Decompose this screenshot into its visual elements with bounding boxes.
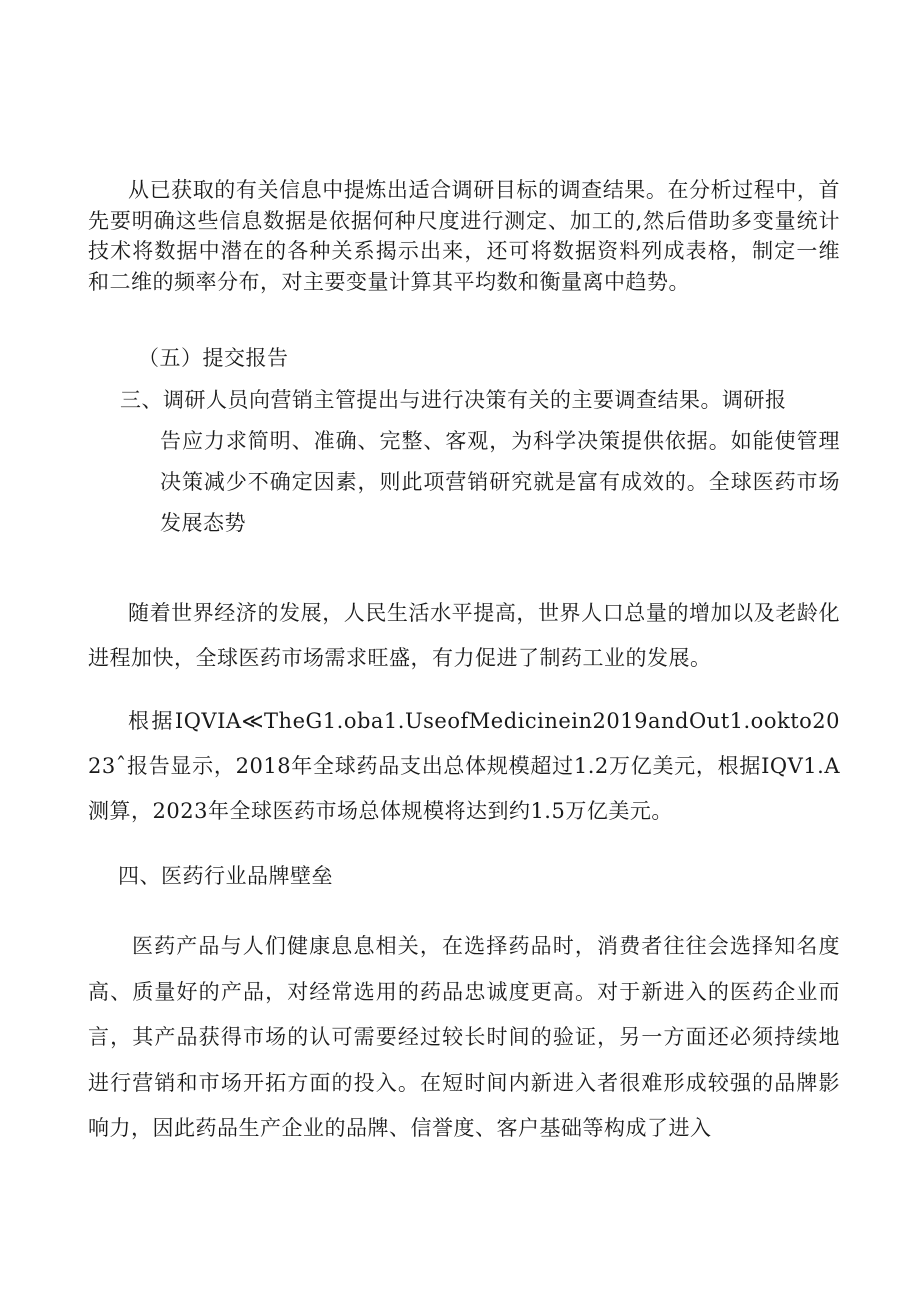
paragraph-brand-barrier: 医药产品与人们健康息息相关，在选择药品时，消费者往往会选择知名度高、质量好的产品，对经常选用的药品忠诚度更高。对于新进入的医药企业而言，其产品获得市场的认可需要经过较长时间的验证，另一方面还必须持续地进行营销和市场开拓方面的投入。在短时间内新进入者很难形成较强的品牌影响力，因此药品生产企业的品牌、信誉度、客户基础等构成了进入 <box>88 934 840 1140</box>
heading-submit-report: （五）提交报告 <box>138 346 289 370</box>
section-three-lead: 三、调研人员向营销主管提出与进行决策有关的主要调查结果。调研报 <box>120 388 787 412</box>
paragraph-market-growth: 随着世界经济的发展，人民生活水平提高，世界人口总量的增加以及老龄化进程加快，全球医药市场需求旺盛，有力促进了制药工业的发展。 <box>88 601 840 670</box>
paragraph-iqvia-report: 根据IQVIA≪TheG1.oba1.UseofMedicinein2019andOut1.ookto2023ˆ报告显示，2018年全球药品支出总体规模超过1.2万亿美元，根据IQV1.A测算，2023年全球医药市场总体规模将达到约1.5万亿美元。 <box>88 709 840 823</box>
paragraph-analysis: 从已获取的有关信息中提炼出适合调研目标的调查结果。在分析过程中，首先要明确这些信息数据是依据何种尺度进行测定、加工的,然后借助多变量统计技术将数据中潜在的各种关系揭示出来，还可将数据资料列成表格，制定一维和二维的频率分布，对主要变量计算其平均数和衡量离中趋势。 <box>88 178 840 294</box>
section-three-body: 告应力求简明、准确、完整、客观，为科学决策提供依据。如能使管理决策减少不确定因素，则此项营销研究就是富有成效的。全球医药市场发展态势 <box>160 429 840 535</box>
section-three <box>120 380 840 544</box>
heading-brand-barrier: 四、医药行业品牌壁垒 <box>118 864 333 888</box>
